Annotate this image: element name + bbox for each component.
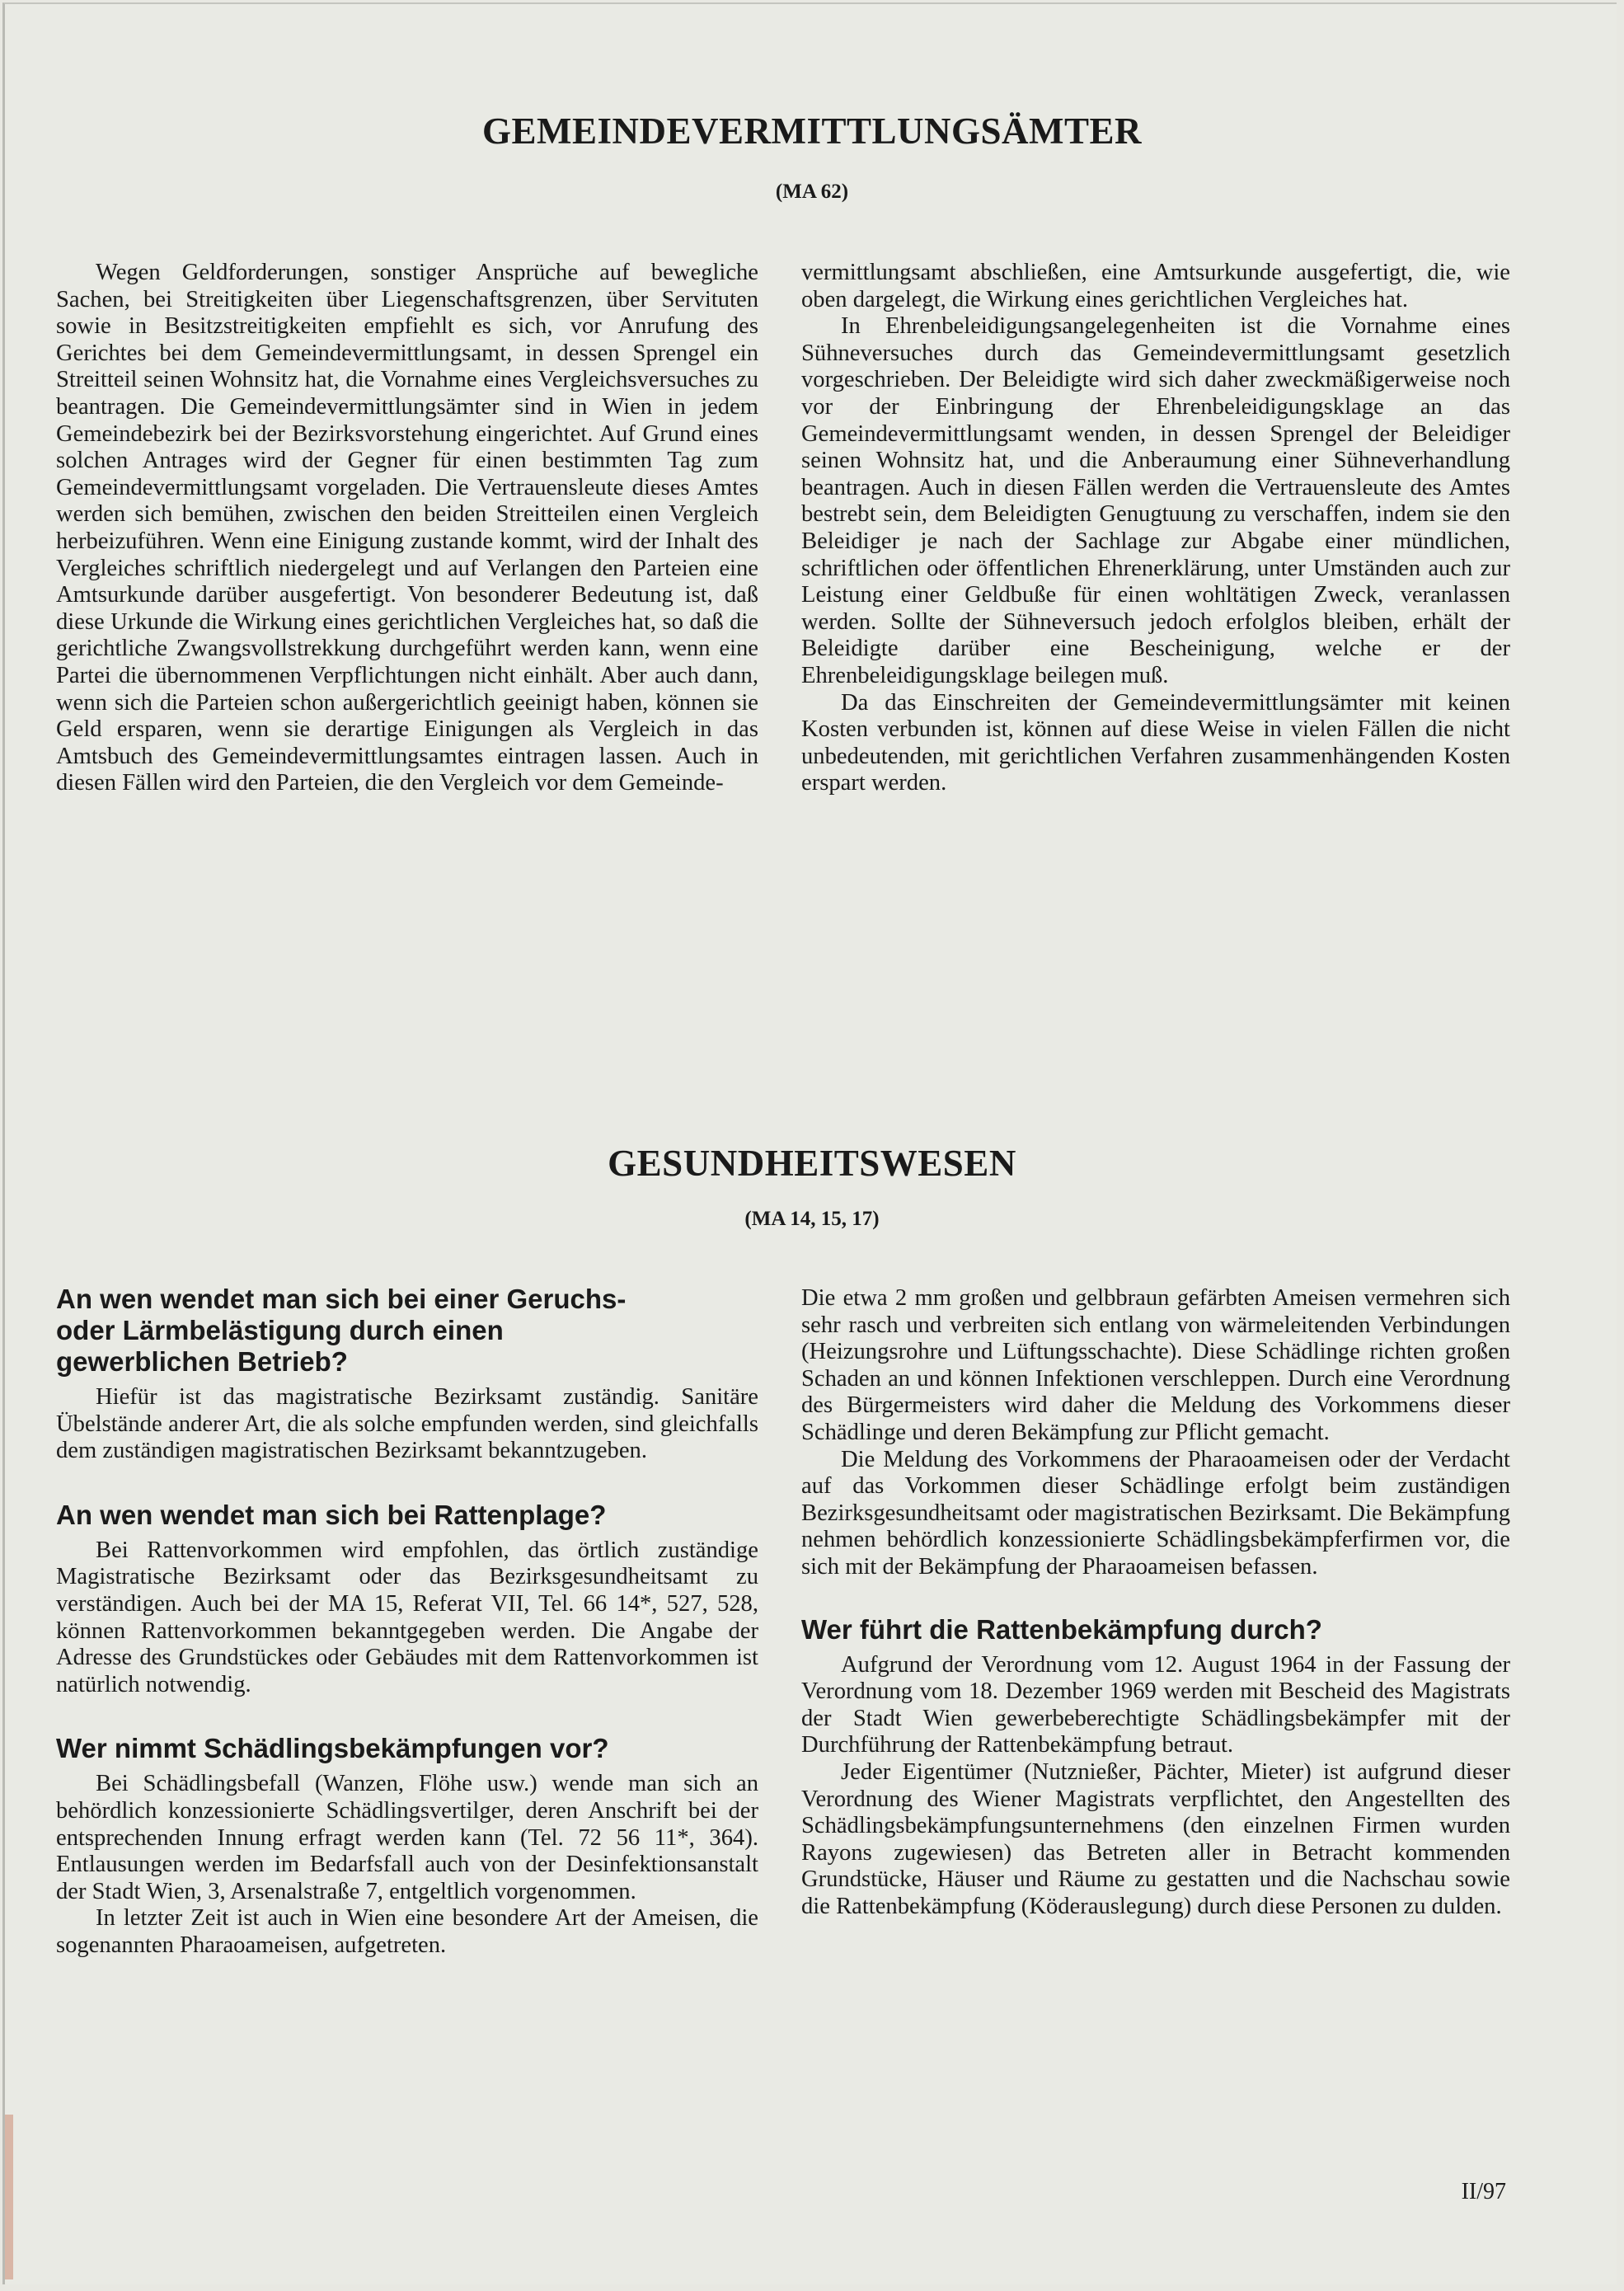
paragraph: Die etwa 2 mm großen und gelbbraun gefärbten Ameisen vermehren sich sehr rasch und verbreiten sich entlang von wärmeleitenden Verbindungen (Heizungsrohre und Lüftungsschachte). Diese Schädlinge richten großen Schaden an und können Infektionen verschleppen. Durch eine Verordnung des Bürgermeisters wird daher die Meldung des Vorkommens dieser Schädlinge und deren Bekämpfung zur Pflicht gemacht.: [801, 1285, 1510, 1445]
scan-edge-strip: [5, 2115, 13, 2279]
paragraph: Die Meldung des Vorkommens der Pharaoameisen oder der Verdacht auf das Vorkommen dieser Schädlinge erfolgt beim zuständigen Bezirksgesundheitsamt oder magistratischen Bezirksamt. Die Bekämpfung nehmen behördlich konzessionierte Schädlingsbekämpferfirmen vor, die sich mit der Bekämpfung der Pharaoameisen befassen.: [801, 1446, 1510, 1580]
section-title-gemeindevermittlungsaemter: GEMEINDEVERMITTLUNGSÄMTER: [481, 110, 1143, 152]
page-number: II/97: [1461, 2179, 1506, 2204]
section1-left-column: [56, 260, 758, 797]
question-heading: An wen wendet man sich bei Rattenplage?: [56, 1499, 607, 1530]
paragraph: Jeder Eigentümer (Nutznießer, Pächter, Mieter) ist aufgrund dieser Verordnung des Wiener Magistrats verpflichtet, den Angestellten des Schädlingsbekämpfungsunternehmens (den einzelnen Firmen wurden Rayons zugewiesen) das Betreten aller in Betracht kommenden Grundstücke, Häuser und Räume zu gestatten und die Nachschau sowie die Rattenbekämpfung (Köderauslegung) durch diese Personen zu dulden.: [801, 1758, 1510, 1919]
paragraph: Hiefür ist das magistratische Bezirksamt zuständig. Sanitäre Übelstände anderer Art, die als solche empfunden werden, sind gleichfalls dem zuständigen magistratischen Bezirksamt bekanntzugeben.: [56, 1384, 758, 1464]
paragraph: Da das Einschreiten der Gemeindevermittlungsämter mit keinen Kosten verbunden ist, können auf diese Weise in vielen Fällen die nicht unbedeutenden, mit gerichtlichen Verfahren zusammenhängenden Kosten erspart werden.: [801, 689, 1510, 796]
question-heading: An wen wendet man sich bei einer Geruchs- oder Lärmbelästigung durch einen gewerblichen Betrieb?: [56, 1284, 627, 1377]
question-heading: Wer nimmt Schädlingsbekämpfungen vor?: [56, 1733, 609, 1764]
paragraph: Bei Schädlingsbefall (Wanzen, Flöhe usw.) wende man sich an behördlich konzessionierte Schädlingsvertilger, deren Anschrift bei der entsprechenden Innung erfragt werden kann (Tel. 72 56 11*, 364). Entlausungen werden im Bedarfsfall auch von der Desinfektionsanstalt der Stadt Wien, 3, Arsenalstraße 7, entgeltlich vorgenommen.: [56, 1771, 758, 1904]
section-title-gesundheitswesen: GESUNDHEITSWESEN: [608, 1143, 1016, 1184]
section-subtitle-ma14-15-17: (MA 14, 15, 17): [744, 1208, 880, 1230]
section-subtitle-ma62: (MA 62): [775, 181, 849, 203]
section1-right-column: [801, 260, 1510, 797]
paragraph: In letzter Zeit ist auch in Wien eine besondere Art der Ameisen, die sogenannten Pharaoameisen, aufgetreten.: [56, 1905, 758, 1958]
paragraph: Bei Rattenvorkommen wird empfohlen, das örtlich zuständige Magistratische Bezirksamt oder das Bezirksgesundheitsamt zu verständigen. Auch bei der MA 15, Referat VII, Tel. 66 14*, 527, 528, können Rattenvorkommen bekanntgegeben werden. Die Angabe der Adresse des Grundstückes oder Gebäudes mit dem Rattenvorkommen ist natürlich notwendig.: [56, 1537, 758, 1697]
paragraph: vermittlungsamt abschließen, eine Amtsurkunde ausgefertigt, die, wie oben dargelegt, die Wirkung eines gerichtlichen Vergleiches hat.: [801, 260, 1510, 312]
document-page: [2, 2, 1617, 2284]
section2-right-column: [801, 1285, 1510, 1920]
paragraph: In Ehrenbeleidigungsangelegenheiten ist die Vornahme eines Sühneversuches durch das Gemeindevermittlungsamt gesetzlich vorgeschrieben. Der Beleidigte wird sich daher zweckmäßigerweise noch vor der Einbringung der Ehrenbeleidigungsklage an das Gemeindevermittlungsamt wenden, in dessen Sprengel der Beleidiger seinen Wohnsitz hat, und die Anberaumung einer Sühneverhandlung beantragen. Auch in diesen Fällen werden die Vertrauensleute des Amtes bestrebt sein, dem Beleidigten Genugtuung zu verschaffen, indem sie den Beleidiger je nach der Sachlage zur Abgabe einer mündlichen, schriftlichen oder öffentlichen Ehrenerklärung, unter Umständen auch zur Leistung einer Geldbuße für einen wohltätigen Zweck, veranlassen werden. Sollte der Sühneversuch jedoch erfolglos bleiben, erhält der Beleidigte darüber eine Bescheinigung, welche er der Ehrenbeleidigungsklage beilegen muß.: [801, 313, 1510, 688]
section2-left-column: [56, 1284, 758, 1960]
paragraph: Aufgrund der Verordnung vom 12. August 1964 in der Fassung der Verordnung vom 18. Dezember 1969 werden mit Bescheid des Magistrats der Stadt Wien gewerbeberechtigte Schädlingsbekämpfer mit der Durchführung der Rattenbekämpfung betraut.: [801, 1651, 1510, 1758]
paragraph: Wegen Geldforderungen, sonstiger Ansprüche auf bewegliche Sachen, bei Streitigkeiten über Liegenschaftsgrenzen, über Servituten sowie in Besitzstreitigkeiten empfiehlt es sich, vor Anrufung des Gerichtes bei dem Gemeindevermittlungsamt, in dessen Sprengel ein Streitteil seinen Wohnsitz hat, die Vornahme eines Vergleichsversuches zu beantragen. Die Gemeindevermittlungsämter sind in Wien in jedem Gemeindebezirk bei der Bezirksvorstehung eingerichtet. Auf Grund eines solchen Antrages wird der Gegner für einen bestimmten Tag zum Gemeindevermittlungsamt vorgeladen. Die Vertrauensleute dieses Amtes werden sich bemühen, zwischen den beiden Streitteilen einen Vergleich herbeizuführen. Wenn eine Einigung zustande kommt, wird der Inhalt des Vergleiches schriftlich niedergelegt und auf Verlangen den Parteien eine Amtsurkunde darüber ausgefertigt. Von besonderer Bedeutung ist, daß diese Urkunde die Wirkung eines gerichtlichen Vergleiches hat, so daß die gerichtliche Zwangsvollstrekkung durchgeführt werden kann, wenn eine Partei die übernommenen Verpflichtungen nicht einhält. Aber auch dann, wenn sich die Parteien schon außergerichtlich geeinigt haben, können sie Geld ersparen, wenn sie derartige Einigungen als Vergleich in das Amtsbuch des Gemeindevermittlungsamtes eintragen lassen. Auch in diesen Fällen wird den Parteien, die den Vergleich vor dem Gemeinde-: [56, 260, 758, 796]
question-heading: Wer führt die Rattenbekämpfung durch?: [801, 1613, 1322, 1645]
